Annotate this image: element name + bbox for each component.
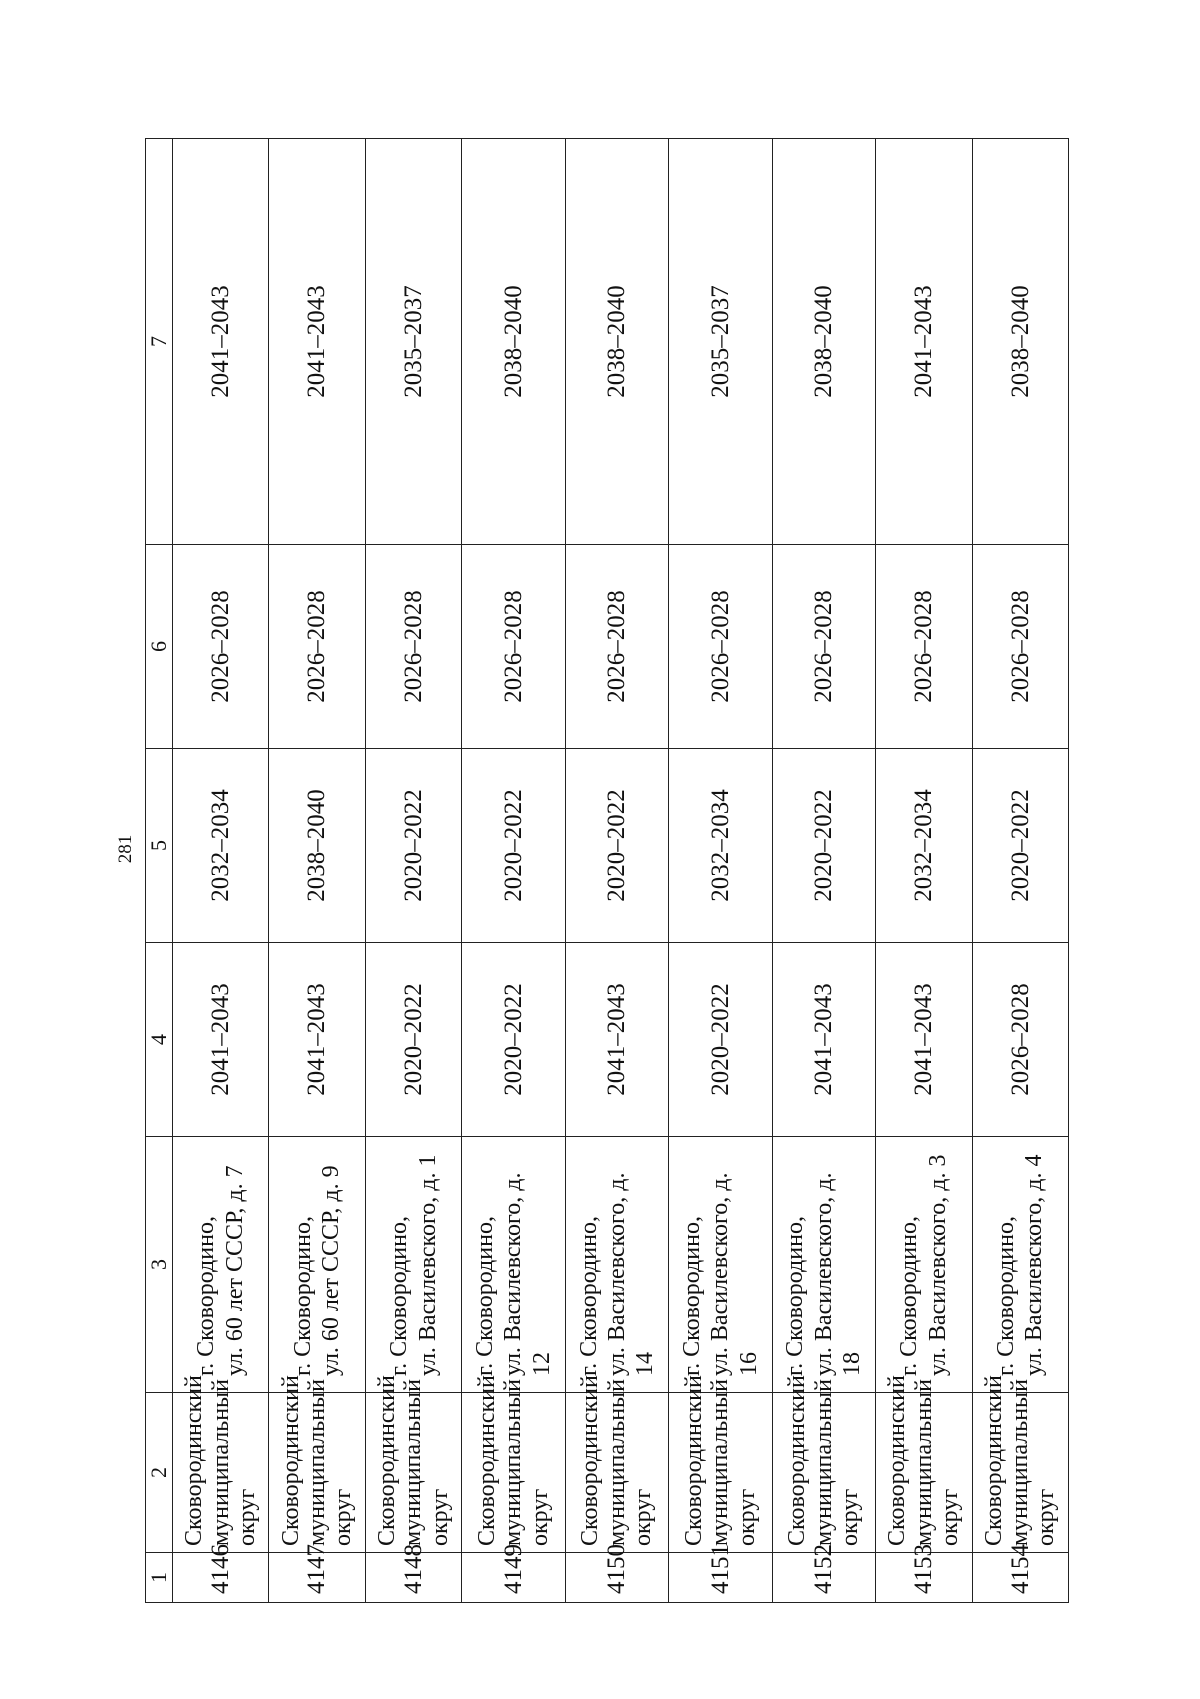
district-line: Сковородинский [474, 1375, 501, 1546]
district-line: муниципальный [304, 1378, 330, 1546]
address-line: ул. Василевского, д. 1 [414, 1154, 441, 1376]
period-cell: 2020–2022 [462, 749, 565, 943]
table-row [972, 139, 1069, 1603]
district-line: муниципальный [910, 1378, 937, 1546]
table-row [365, 139, 461, 1603]
period-cell: 2041–2043 [772, 943, 875, 1137]
column-header: 3 [146, 1137, 173, 1393]
address-cell [173, 1137, 269, 1393]
address-line: ул. Василевского, д. 12 [500, 1172, 555, 1376]
column-header: 6 [146, 545, 173, 749]
district-line: Сковородинский [374, 1375, 401, 1546]
period-cell: 2038–2040 [565, 139, 668, 545]
district-line: округ [733, 1488, 760, 1546]
district-line: округ [233, 1488, 260, 1546]
district-line: муниципальный [810, 1378, 837, 1546]
period-cell: 2038–2040 [269, 749, 365, 943]
address-line: ул. 60 лет СССР, д. 9 [318, 1165, 345, 1376]
table-row [876, 139, 972, 1603]
address-line: г. Сковородино, [575, 1216, 602, 1376]
column-header: 2 [146, 1393, 173, 1553]
address-cell [876, 1137, 972, 1393]
period-cell: 2038–2040 [462, 139, 565, 545]
period-cell: 2026–2028 [173, 545, 269, 749]
district-cell [876, 1375, 972, 1553]
address-line: г. Сковородино, [782, 1216, 809, 1376]
row-id: 4146 [173, 1553, 269, 1603]
period-cell: 2020–2022 [565, 749, 668, 943]
district-cell [173, 1375, 269, 1553]
row-id: 4152 [772, 1553, 875, 1603]
period-cell: 2026–2028 [972, 943, 1069, 1137]
table-row [565, 139, 668, 1603]
period-cell: 2020–2022 [365, 943, 461, 1137]
district-line: округ [630, 1488, 657, 1546]
row-id: 4148 [365, 1553, 461, 1603]
column-header: 5 [146, 749, 173, 943]
row-id: 4151 [669, 1553, 772, 1603]
period-cell: 2026–2028 [972, 545, 1069, 749]
period-cell: 2035–2037 [365, 139, 461, 545]
district-line: округ [526, 1488, 553, 1546]
district-line: округ [330, 1488, 357, 1546]
district-line: Сковородинский [577, 1375, 604, 1546]
row-id: 4153 [876, 1553, 972, 1603]
district-line: округ [426, 1488, 453, 1546]
table-row [462, 139, 565, 1603]
table-header-row [146, 139, 173, 1603]
period-cell: 2032–2034 [876, 749, 972, 943]
district-line: муниципальный [207, 1378, 234, 1546]
district-line: Сковородинский [680, 1375, 707, 1546]
period-cell: 2026–2028 [669, 545, 772, 749]
address-line: г. Сковородино, [472, 1216, 499, 1376]
period-cell: 2032–2034 [669, 749, 772, 943]
district-line: муниципальный [1007, 1378, 1034, 1546]
address-cell [772, 1137, 875, 1393]
address-line: ул. Василевского, д. 4 [1021, 1154, 1048, 1376]
period-cell: 2020–2022 [462, 943, 565, 1137]
address-line: г. Сковородино, [896, 1216, 923, 1376]
period-cell: 2032–2034 [173, 749, 269, 943]
address-line: г. Сковородино, [289, 1216, 316, 1376]
period-cell: 2026–2028 [565, 545, 668, 749]
table-row [669, 139, 772, 1603]
district-cell [462, 1375, 565, 1553]
district-line: округ [936, 1488, 963, 1546]
period-cell: 2041–2043 [269, 943, 365, 1137]
district-cell [269, 1375, 365, 1553]
period-cell: 2020–2022 [772, 749, 875, 943]
district-cell [772, 1375, 875, 1553]
period-cell: 2026–2028 [462, 545, 565, 749]
period-cell: 2041–2043 [565, 943, 668, 1137]
address-line: ул. Василевского, д. 3 [924, 1154, 951, 1376]
district-line: Сковородинский [980, 1375, 1007, 1546]
district-line: муниципальный [400, 1378, 427, 1546]
period-cell: 2026–2028 [876, 545, 972, 749]
address-line: г. Сковородино, [992, 1216, 1019, 1376]
address-cell [269, 1137, 365, 1393]
column-header: 1 [146, 1553, 173, 1603]
period-cell: 2041–2043 [876, 139, 972, 545]
district-line: Сковородинский [277, 1375, 304, 1546]
row-id: 4154 [972, 1553, 1069, 1603]
address-line: ул. Василевского, д. 14 [603, 1172, 659, 1376]
period-cell: 2041–2043 [876, 943, 972, 1137]
address-line: ул. Василевского, д. 18 [810, 1172, 865, 1376]
district-line: муниципальный [603, 1378, 630, 1546]
address-line: г. Сковородино, [678, 1216, 705, 1376]
address-cell [462, 1137, 565, 1393]
period-cell: 2041–2043 [173, 943, 269, 1137]
table-row [173, 139, 269, 1603]
period-cell: 2026–2028 [772, 545, 875, 749]
district-line: округ [837, 1488, 864, 1546]
schedule-table [145, 138, 1069, 1603]
period-cell: 2041–2043 [173, 139, 269, 545]
schedule-table-container [145, 139, 1069, 1603]
district-cell [365, 1375, 461, 1553]
period-cell: 2026–2028 [365, 545, 461, 749]
district-cell [565, 1375, 668, 1553]
district-cell [972, 1375, 1069, 1553]
page-number: 281 [115, 834, 136, 864]
row-id: 4149 [462, 1553, 565, 1603]
period-cell: 2038–2040 [772, 139, 875, 545]
period-cell: 2020–2022 [365, 749, 461, 943]
address-line: ул. Василевского, д. 16 [707, 1172, 762, 1376]
address-cell [972, 1137, 1069, 1393]
address-cell [565, 1137, 668, 1393]
row-id: 4147 [269, 1553, 365, 1603]
period-cell: 2035–2037 [669, 139, 772, 545]
address-line: г. Сковородино, [386, 1216, 413, 1376]
district-line: муниципальный [500, 1378, 527, 1546]
address-cell [669, 1137, 772, 1393]
address-line: г. Сковородино, [193, 1216, 220, 1376]
district-line: Сковородинский [181, 1375, 208, 1546]
table-row [772, 139, 875, 1603]
district-line: муниципальный [707, 1378, 734, 1546]
period-cell: 2041–2043 [269, 139, 365, 545]
period-cell: 2020–2022 [972, 749, 1069, 943]
table-row [269, 139, 365, 1603]
district-line: Сковородинский [784, 1375, 811, 1546]
address-line: ул. 60 лет СССР, д. 7 [221, 1165, 248, 1376]
period-cell: 2020–2022 [669, 943, 772, 1137]
period-cell: 2038–2040 [972, 139, 1069, 545]
period-cell: 2026–2028 [269, 545, 365, 749]
column-header: 7 [146, 139, 173, 545]
column-header: 4 [146, 943, 173, 1137]
district-line: Сковородинский [884, 1375, 911, 1546]
district-line: округ [1033, 1488, 1060, 1546]
address-cell [365, 1137, 461, 1393]
district-cell [669, 1375, 772, 1553]
row-id: 4150 [565, 1553, 668, 1603]
